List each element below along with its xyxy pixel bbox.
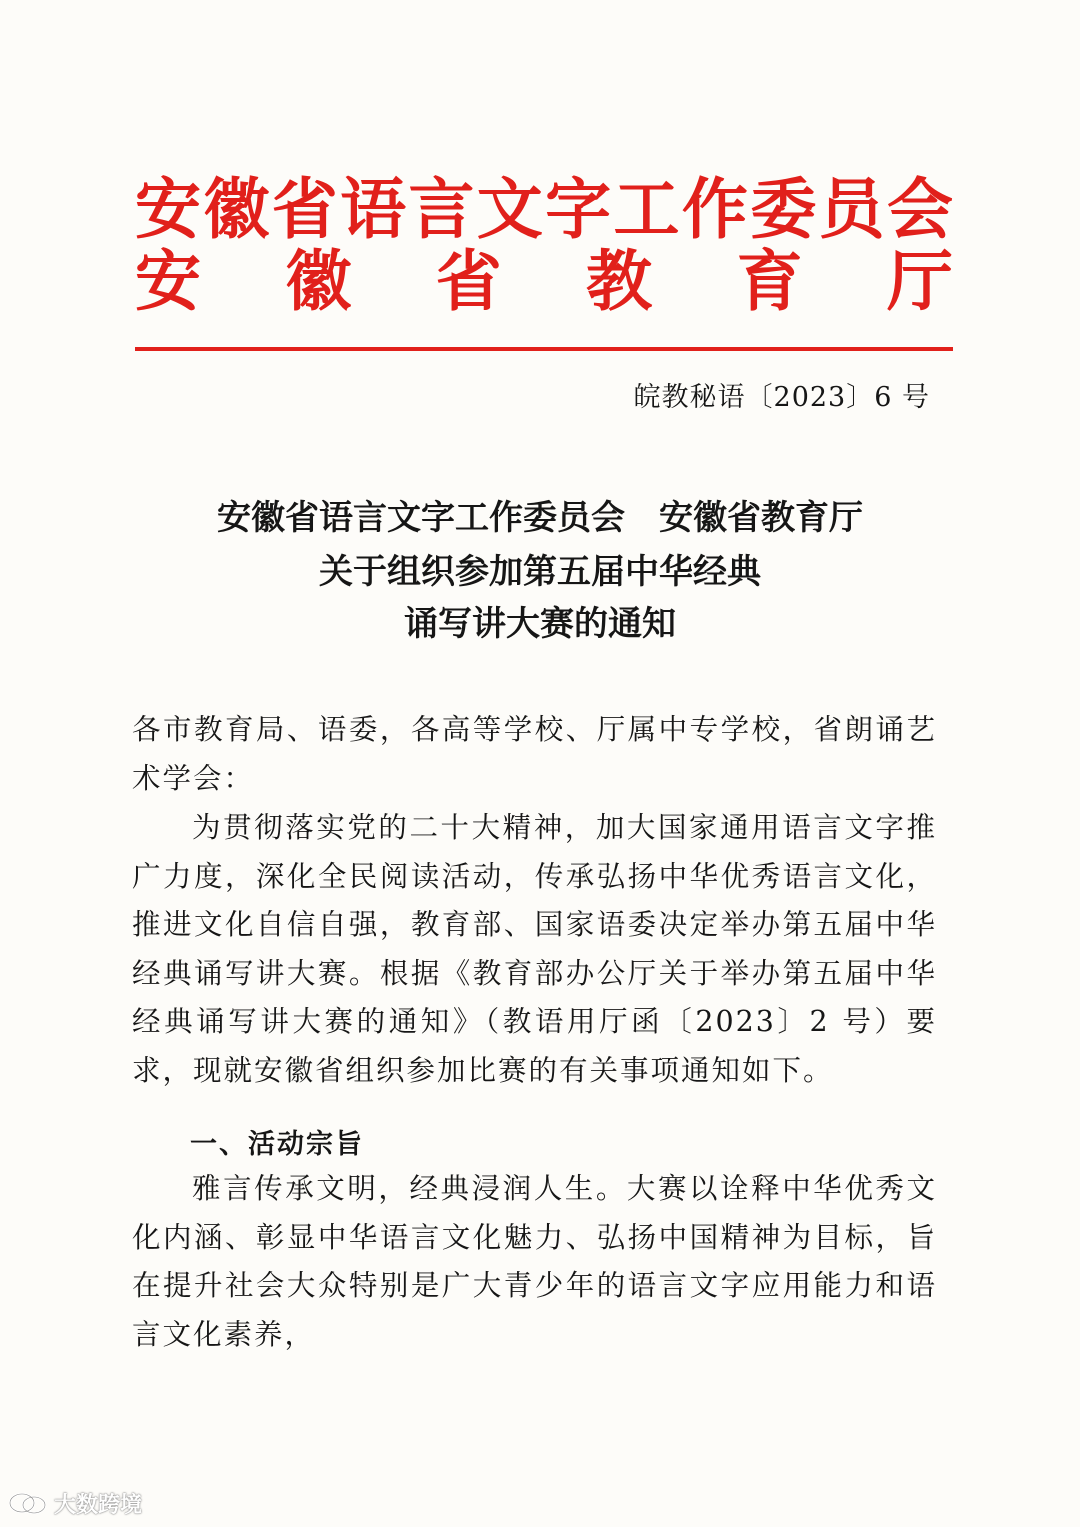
masthead-char: 省 bbox=[271, 170, 338, 248]
masthead-char: 文 bbox=[476, 170, 543, 248]
masthead-char: 育 bbox=[736, 242, 803, 320]
masthead-char: 作 bbox=[681, 170, 748, 248]
red-divider bbox=[135, 347, 953, 351]
masthead-char: 工 bbox=[613, 170, 680, 248]
section-heading-1: 一、活动宗旨 bbox=[190, 1129, 364, 1160]
body-paragraph-2: 雅言传承文明，经典浸润人生。大赛以诠释中华优秀文化内涵、彰显中华语言文化魅力、弘扬中国精神为目标，旨在提升社会大众特别是广大青少年的语言文字应用能力和语言文化素养， bbox=[132, 1172, 937, 1351]
masthead-char: 言 bbox=[408, 170, 475, 248]
masthead-char: 省 bbox=[435, 242, 502, 320]
masthead-line-1 bbox=[135, 168, 953, 250]
masthead-char: 会 bbox=[886, 170, 953, 248]
title-line-1: 安徽省语言文字工作委员会 安徽省教育厅 bbox=[217, 498, 863, 538]
masthead-char: 安 bbox=[135, 170, 201, 248]
masthead-char: 委 bbox=[750, 170, 817, 248]
title-line-3: 诵写讲大赛的通知 bbox=[404, 604, 676, 644]
watermark-text: 大数跨境 bbox=[54, 1493, 143, 1518]
addressee: 各市教育局、语委，各高等学校、厅属中专学校，省朗诵艺术学会： bbox=[132, 713, 937, 795]
title-line-2: 关于组织参加第五届中华经典 bbox=[319, 552, 761, 592]
body-paragraph-1: 为贯彻落实党的二十大精神，加大国家通用语言文字推广力度，深化全民阅读活动，传承弘扬中华优秀语言文化，推进文化自信自强，教育部、国家语委决定举办第五届中华经典诵写讲大赛。根据《教育部办公厅关于举办第五届中华经典诵写讲大赛的通知》（教语用厅函〔2023〕2 号）要求，现就安徽省组织参加比赛的有关事项通知如下。 bbox=[132, 811, 937, 1087]
masthead-line-2 bbox=[135, 240, 953, 322]
masthead-char: 徽 bbox=[285, 242, 352, 320]
watermark bbox=[8, 1488, 142, 1519]
masthead-char: 字 bbox=[545, 170, 612, 248]
masthead-char: 徽 bbox=[203, 170, 270, 248]
masthead-char: 员 bbox=[818, 170, 885, 248]
masthead-char: 安 bbox=[135, 242, 201, 320]
document-number: 皖教秘语〔2023〕6 号 bbox=[633, 382, 930, 413]
masthead-char: 语 bbox=[340, 170, 407, 248]
chat-bubble-icon bbox=[8, 1491, 48, 1517]
masthead-char: 教 bbox=[586, 242, 653, 320]
masthead-char: 厅 bbox=[886, 242, 953, 320]
